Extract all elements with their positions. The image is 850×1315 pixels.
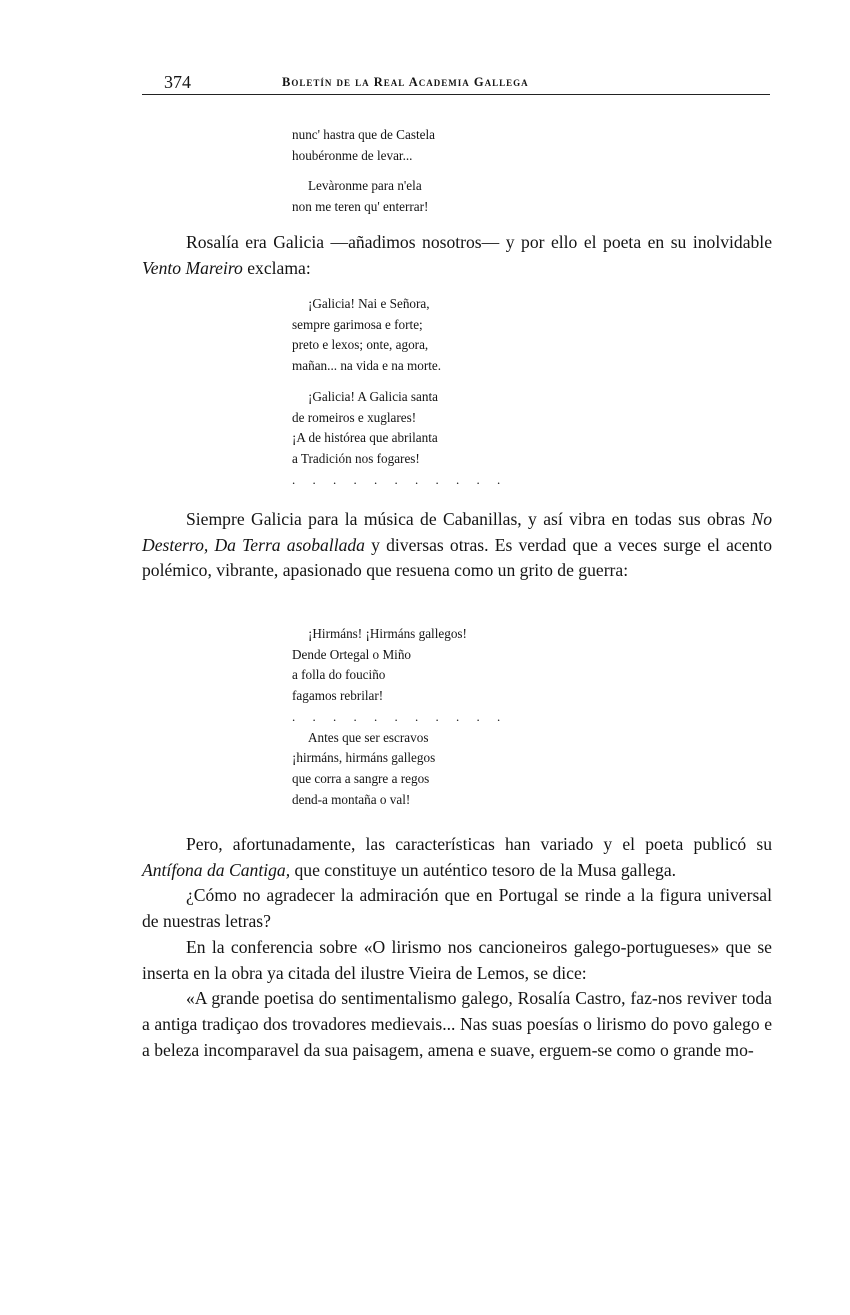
verse-line: dend-a montaña o val! <box>292 791 411 807</box>
paragraph-6: «A grande poetisa do sentimentalismo galego, Rosalía Castro, faz-nos reviver toda a antiga tradiçao dos trovadores medievais... Nas suas poesías o lirismo do povo galego e a beleza incomparavel da sua paisagem, amena e suave, erguem-se como o grande mo- <box>142 988 772 1060</box>
verse-line: a Tradición nos fogares! <box>292 450 420 466</box>
running-title: Boletín de la Real Academia Gallega <box>282 75 529 89</box>
paragraph-5: En la conferencia sobre «O lirismo nos cancioneiros galego-portugueses» que se inserta en la obra ya citada del ilustre Vieira de Lemos, se dice: <box>142 936 772 983</box>
verse-quote-3 <box>292 624 507 810</box>
verse-line: non me teren qu' enterrar! <box>292 199 429 215</box>
verse-line: ¡hirmáns, hirmáns gallegos <box>292 750 436 766</box>
verse-line: preto e lexos; onte, agora, <box>292 337 429 353</box>
ellipsis-line: . . . . . . . . . . . <box>292 708 508 724</box>
paragraph-3: Pero, afortunadamente, las características han variado y el poeta publicó su Antífona da Cantiga, que constituye un auténtico tesoro de la Musa gallega. <box>142 834 772 880</box>
work-title: Vento Mareiro <box>142 257 243 278</box>
verse-line: houbéronme de levar... <box>292 147 413 163</box>
verse-line: sempre garimosa e forte; <box>292 316 423 332</box>
ellipsis-line: . . . . . . . . . . . <box>292 471 508 487</box>
verse-line: fagamos rebrilar! <box>292 688 384 704</box>
work-title: No Desterro, <box>142 509 772 555</box>
verse-line: Antes que ser escravos <box>308 729 429 745</box>
paragraph-4: ¿Cómo no agradecer la admiración que en Portugal se rinde a la figura universal de nuestras letras? <box>142 885 772 932</box>
paragraph-1: Rosalía era Galicia —añadimos nosotros— y por ello el poeta en su inolvidable Vento Mareiro exclama: <box>142 232 772 278</box>
work-title: Antífona da Cantiga, <box>142 859 291 880</box>
verse-line: que corra a sangre a regos <box>292 770 430 786</box>
verse-line: ¡Galicia! Nai e Señora, <box>308 296 430 311</box>
verse-quote-1 <box>292 125 435 218</box>
verse-line: ¡Galicia! A Galicia santa <box>308 388 438 404</box>
page-number: 374 <box>164 72 191 92</box>
verse-line: a folla do fouciño <box>292 667 386 683</box>
verse-line: Levàronme para n'ela <box>308 178 422 194</box>
verse-line: nunc' hastra que de Castela <box>292 127 435 142</box>
verse-quote-2 <box>292 294 507 490</box>
page-header <box>142 72 770 95</box>
verse-line: ¡A de histórea que abrilanta <box>292 430 438 446</box>
body-text <box>142 832 772 1063</box>
verse-line: de romeiros e xuglares! <box>292 409 417 425</box>
paragraph-2: Siempre Galicia para la música de Cabanillas, y así vibra en todas sus obras No Desterro, Da Terra asoballada y diversas otras. Es verdad que a veces surge el acento polémico, vibrante, apasionado que resuena como un grito de guerra: <box>142 509 772 581</box>
verse-line: ¡Hirmáns! ¡Hirmáns gallegos! <box>308 626 467 641</box>
verse-line: Dende Ortegal o Miño <box>292 646 412 662</box>
work-title: Da Terra asoballada <box>214 534 365 555</box>
verse-line: mañan... na vida e na morte. <box>292 358 442 374</box>
